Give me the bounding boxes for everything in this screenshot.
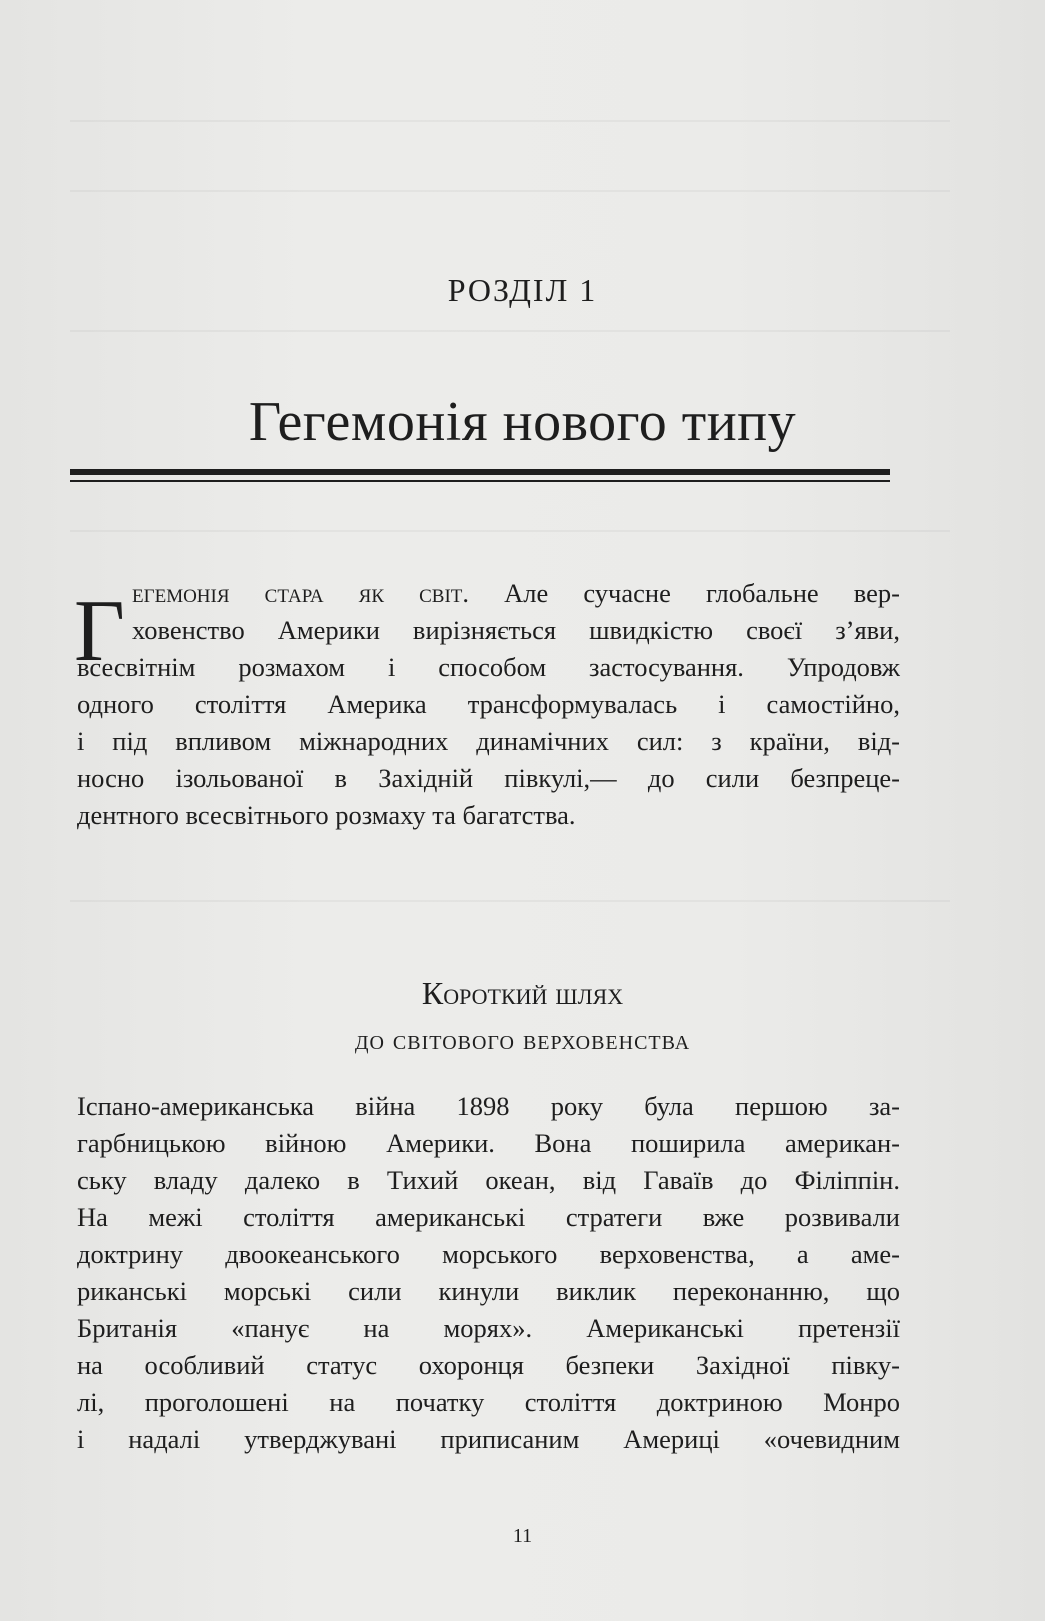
intro-line: одного століття Америка трансформувалась і самостійно, <box>77 689 900 719</box>
intro-line-1 <box>77 575 900 612</box>
title-rule-thin <box>70 480 890 482</box>
intro-first-word: егемонія стара як світ. <box>132 578 470 608</box>
drop-cap: Г <box>74 583 125 680</box>
section-line: і надалі утверджувані приписаним Америці «очевидним <box>77 1424 900 1454</box>
section-line: На межі століття американські стратеги вже розвивали <box>77 1202 900 1232</box>
intro-line-1-rest: Але сучасне глобальне вер- <box>469 578 900 608</box>
intro-line: всесвітнім розмахом і способом застосування. Упродовж <box>77 652 900 682</box>
section-line: доктрину двоокеанського морського верховенства, а аме- <box>77 1239 900 1269</box>
bleed-through-line <box>70 330 950 332</box>
section-line: гарбницькою війною Америки. Вона поширила американ- <box>77 1128 900 1158</box>
intro-paragraph <box>77 575 900 834</box>
section-line: на особливий статус охоронця безпеки Західної півку- <box>77 1350 900 1380</box>
section-heading-line-2: до світового верховенства <box>354 1025 691 1056</box>
bleed-through-line <box>70 190 950 192</box>
section-line: Британія «панує на морях». Американські претензії <box>77 1313 900 1343</box>
section-line: риканські морські сили кинули виклик переконанню, що <box>77 1276 900 1306</box>
section-heading-line-1: Короткий шлях <box>421 975 624 1011</box>
bleed-through-line <box>70 530 950 532</box>
chapter-title: Гегемонія нового типу <box>248 391 797 453</box>
intro-line: носно ізольованої в Західній півкулі,— до сили безпреце- <box>77 763 900 793</box>
page-number: 11 <box>512 1525 533 1547</box>
chapter-label: РОЗДІЛ 1 <box>447 272 598 308</box>
intro-line: дентного всесвітнього розмаху та багатства. <box>77 800 576 830</box>
intro-line: і під впливом міжнародних динамічних сил: з країни, від- <box>77 726 900 756</box>
section-line: лі, проголошені на початку століття доктриною Монро <box>77 1387 900 1417</box>
section-line: ську владу далеко в Тихий океан, від Гаваїв до Філіппін. <box>77 1165 900 1195</box>
section-paragraph <box>77 1088 900 1458</box>
bleed-through-line <box>70 900 950 902</box>
intro-line: ховенство Америки вирізняється швидкістю своєї з’яви, <box>132 615 900 645</box>
title-rule-thick <box>70 469 890 475</box>
bleed-through-line <box>70 120 950 122</box>
section-line: Іспано-американська війна 1898 року була першою за- <box>77 1091 900 1121</box>
